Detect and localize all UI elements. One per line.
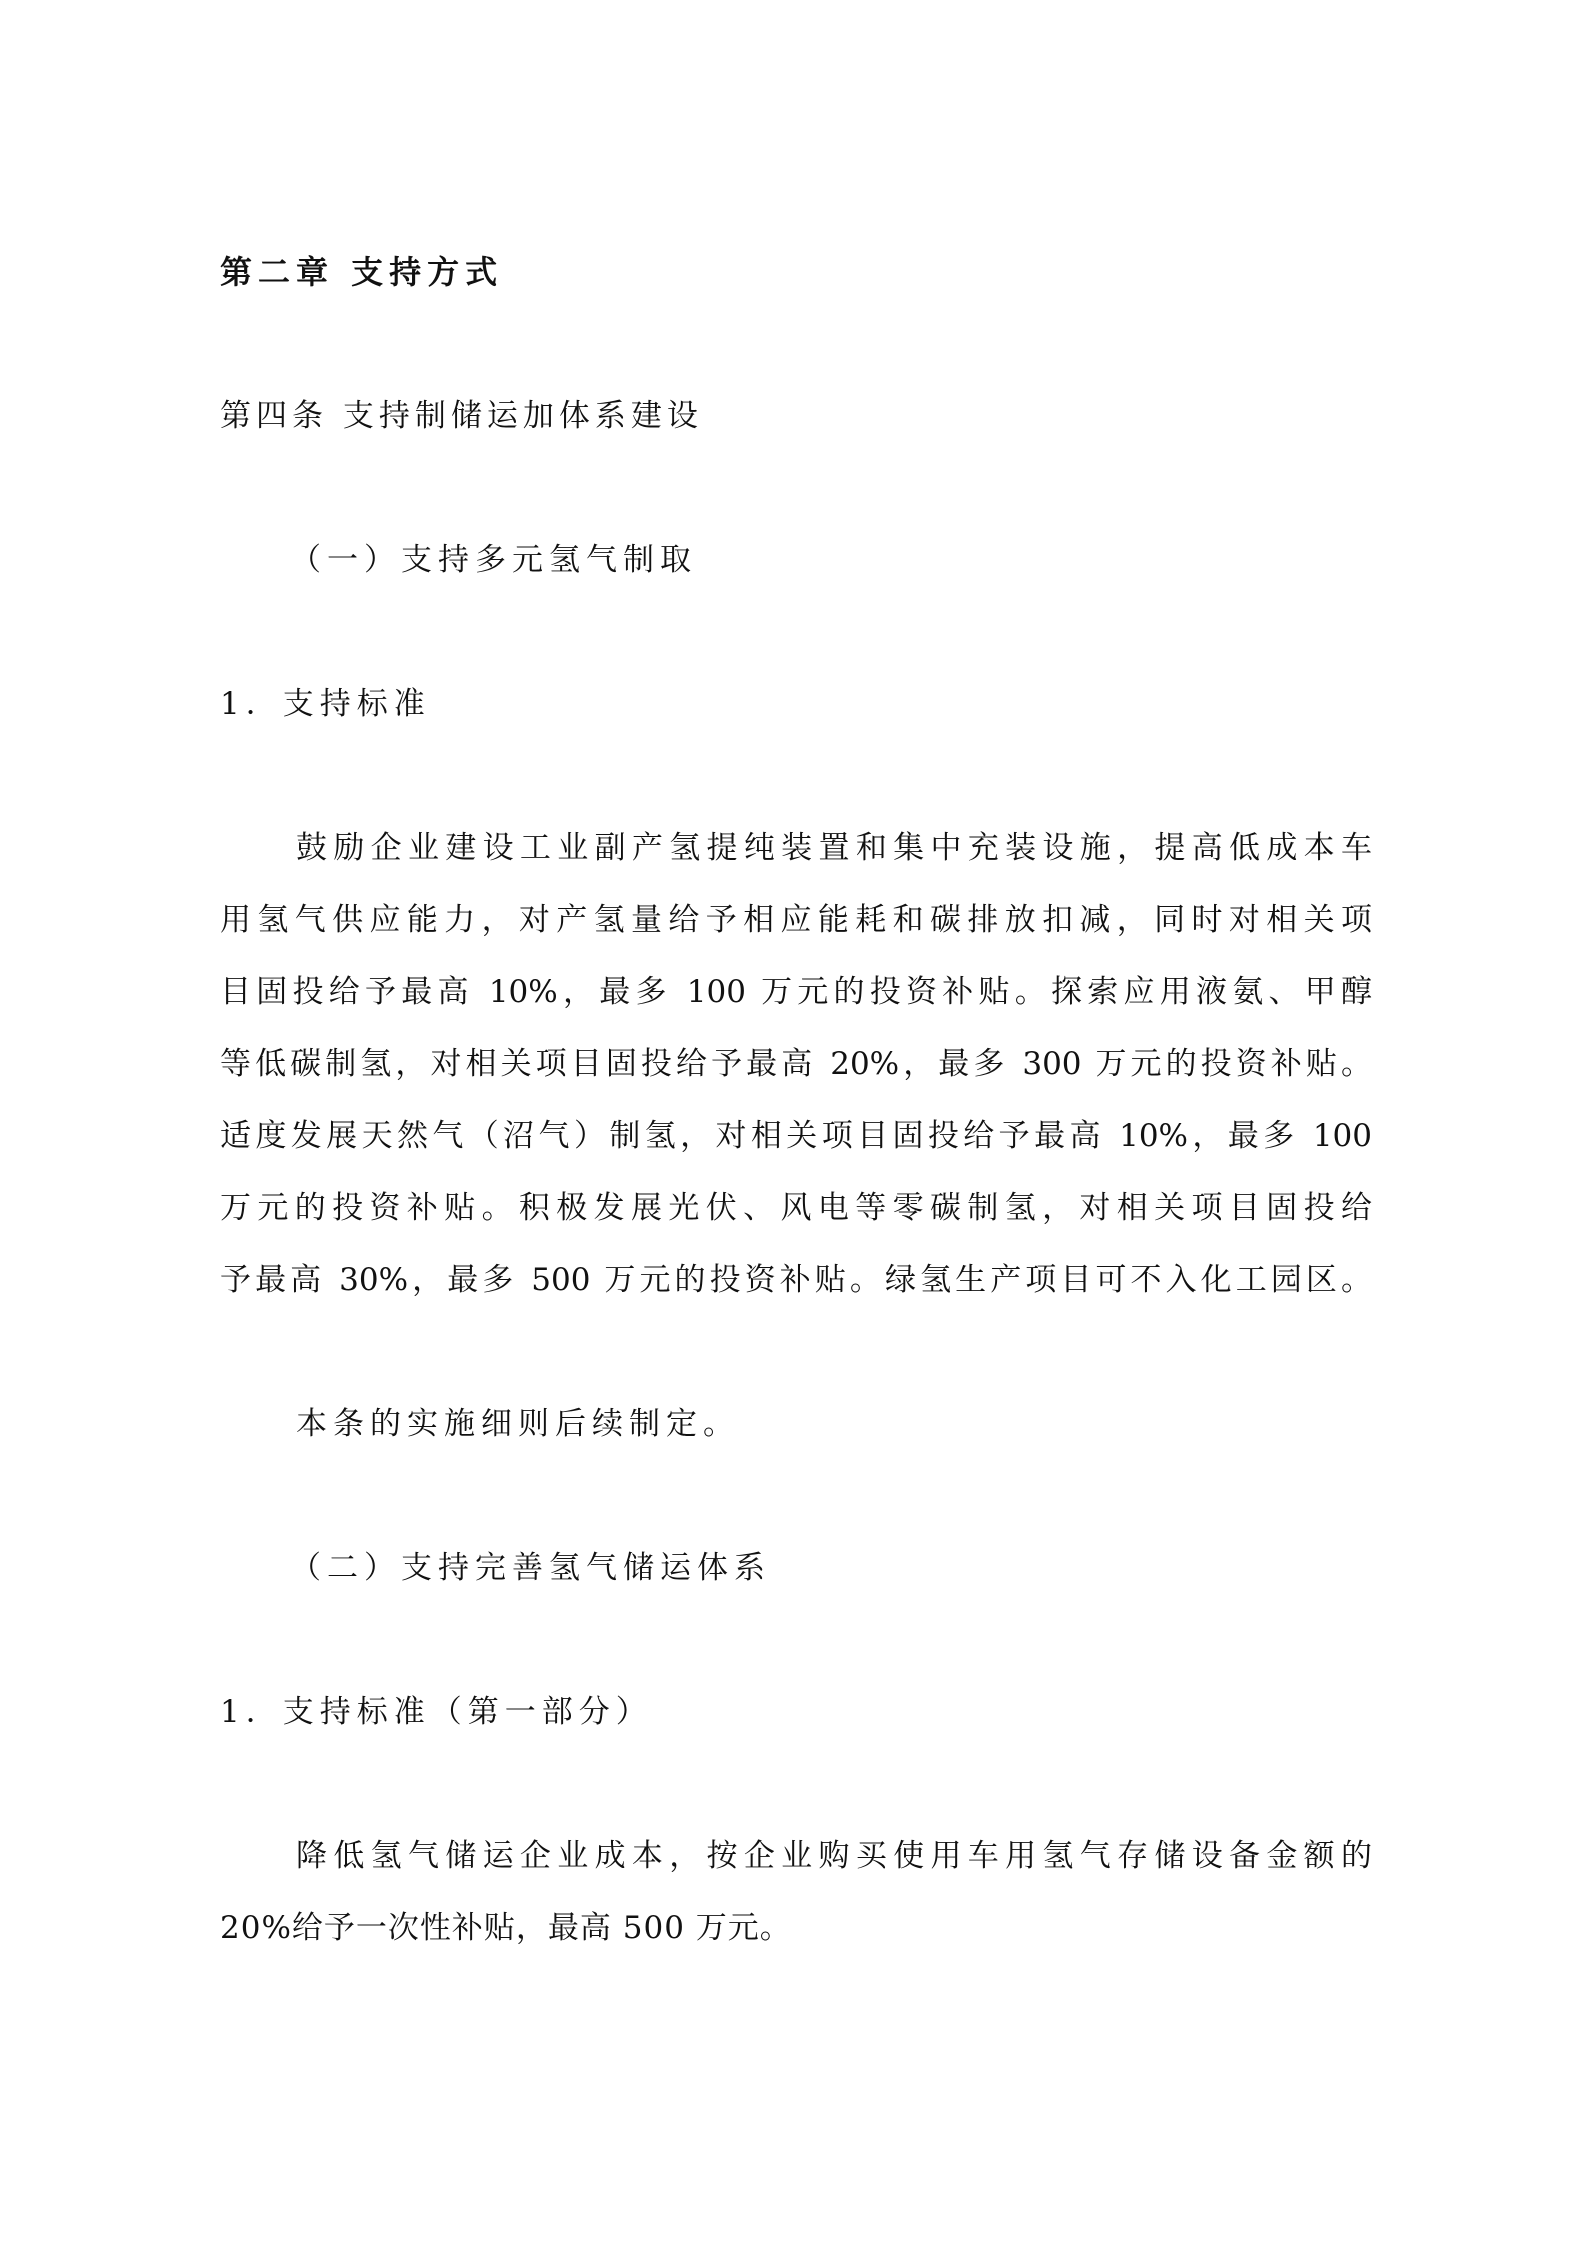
paragraph-line <box>220 1100 1372 1172</box>
paragraph-line <box>220 1172 1372 1244</box>
chapter-heading: 第二章 支持方式 <box>220 253 504 291</box>
paragraph-line <box>220 1892 792 1964</box>
paragraph-line <box>296 812 1372 884</box>
section-2-subheading: 1．支持标准（第一部分） <box>220 1694 653 1730</box>
paragraph-line <box>296 1820 1372 1892</box>
paragraph-line-text: 适度发展天然气（沼气）制氢，对相关项目固投给予最高 10%，最多 100 <box>220 1118 1372 1154</box>
paragraph-line-text: 等低碳制氢，对相关项目固投给予最高 20%，最多 300 万元的投资补贴。 <box>220 1046 1372 1082</box>
paragraph-line-text: 万元的投资补贴。积极发展光伏、风电等零碳制氢，对相关项目固投给 <box>220 1190 1372 1226</box>
section-2-heading: （二）支持完善氢气储运体系 <box>290 1550 771 1586</box>
paragraph-line <box>220 956 1372 1028</box>
paragraph-line-text: 用氢气供应能力，对产氢量给予相应能耗和碳排放扣减，同时对相关项 <box>220 902 1372 938</box>
paragraph-line-text: 予最高 30%，最多 500 万元的投资补贴。绿氢生产项目可不入化工园区。 <box>220 1262 1372 1298</box>
implementation-note: 本条的实施细则后续制定。 <box>296 1406 740 1442</box>
paragraph-line <box>220 1028 1372 1100</box>
paragraph-line-text: 目固投给予最高 10%，最多 100 万元的投资补贴。探索应用液氨、甲醇 <box>220 974 1372 1010</box>
paragraph-line <box>220 884 1372 956</box>
paragraph-line-text: 鼓励企业建设工业副产氢提纯装置和集中充装设施，提高低成本车 <box>296 830 1372 866</box>
article-heading: 第四条 支持制储运加体系建设 <box>220 398 703 434</box>
section-1-subheading: 1．支持标准 <box>220 686 431 722</box>
section-1-heading: （一）支持多元氢气制取 <box>290 542 697 578</box>
paragraph-line-text: 20%给予一次性补贴，最高 500 万元。 <box>220 1910 792 1946</box>
paragraph-line-text: 降低氢气储运企业成本，按企业购买使用车用氢气存储设备金额的 <box>296 1838 1372 1874</box>
paragraph-line <box>220 1244 1372 1316</box>
